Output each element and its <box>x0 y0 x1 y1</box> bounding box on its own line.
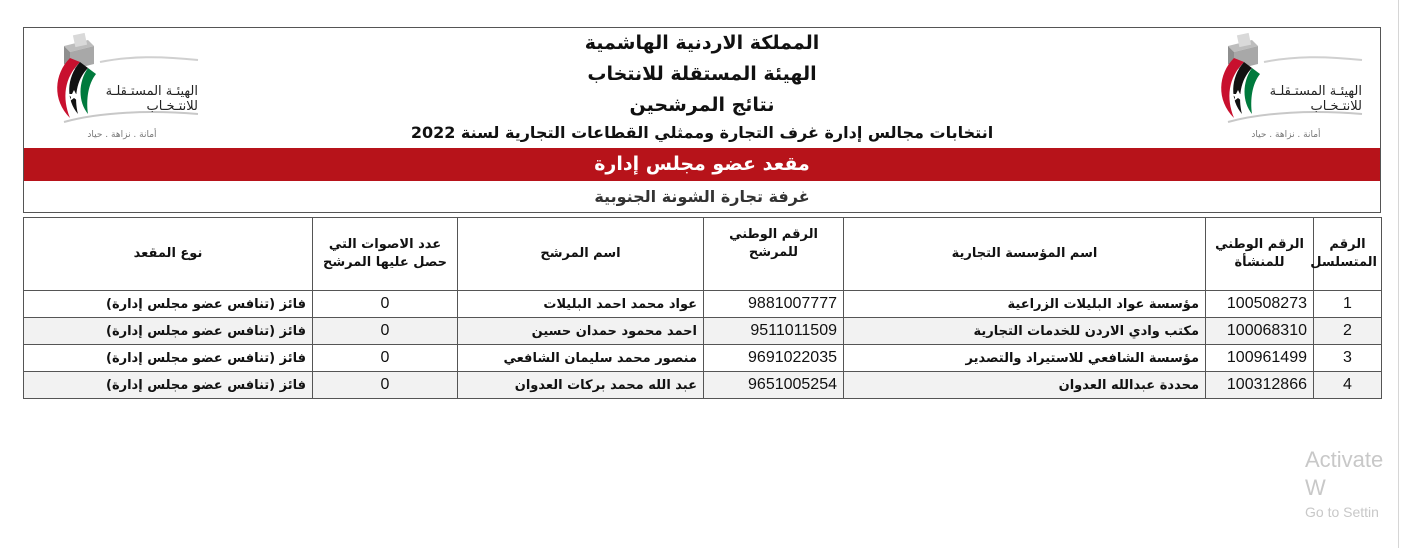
results-title: نتائج المرشحين <box>629 94 775 116</box>
org-national-id-cell: 100068310 <box>1206 318 1314 345</box>
votes-cell: 0 <box>313 318 458 345</box>
table-row <box>24 345 1382 372</box>
election-title: انتخابات مجالس إدارة غرف التجارة وممثلي القطاعات التجارية لسنة 2022 <box>410 123 994 142</box>
seat-banner: مقعد عضو مجلس إدارة <box>24 148 1380 181</box>
report-header <box>24 28 1380 148</box>
seat-type-cell: فائز (تنافس عضو مجلس إدارة) <box>24 318 313 345</box>
kingdom-title: المملكة الاردنية الهاشمية <box>584 32 820 54</box>
windows-activation-watermark <box>1305 446 1406 522</box>
candidate-national-id-cell: 9511011509 <box>704 318 844 345</box>
org-name-cell: مؤسسة الشافعي للاستيراد والتصدير <box>844 345 1206 372</box>
org-national-id-cell: 100961499 <box>1206 345 1314 372</box>
table-header-row <box>24 218 1382 291</box>
header-titles <box>304 28 1100 145</box>
org-name-cell: مكتب وادي الاردن للخدمات التجارية <box>844 318 1206 345</box>
table-row <box>24 291 1382 318</box>
org-national-id-cell: 100312866 <box>1206 372 1314 399</box>
col-header-candidate-national-id: الرقم الوطني للمرشح <box>704 218 844 291</box>
candidate-national-id-cell: 9881007777 <box>704 291 844 318</box>
candidate-name-cell: عواد محمد احمد البليلات <box>458 291 704 318</box>
col-header-votes: عدد الاصوات التي حصل عليها المرشح <box>313 218 458 291</box>
seat-type-cell: فائز (تنافس عضو مجلس إدارة) <box>24 372 313 399</box>
serial-cell: 1 <box>1314 291 1382 318</box>
votes-cell: 0 <box>313 345 458 372</box>
col-header-seat-type: نوع المقعد <box>24 218 313 291</box>
candidate-name-cell: احمد محمود حمدان حسين <box>458 318 704 345</box>
logo-name: الهيئـة المستـقلـة للانتـخـاب <box>105 84 198 114</box>
chamber-name: غرفة تجارة الشونة الجنوبية <box>594 187 810 206</box>
votes-cell: 0 <box>313 372 458 399</box>
iec-logo-left <box>40 32 200 144</box>
watermark-line-1: Activate W <box>1305 447 1384 500</box>
col-header-org-national-id: الرقم الوطني للمنشأة <box>1206 218 1314 291</box>
candidate-name-cell: منصور محمد سليمان الشافعي <box>458 345 704 372</box>
col-header-serial: الرقم المتسلسل <box>1314 218 1382 291</box>
logo-name: الهيئـة المستـقلـة للانتـخـاب <box>1269 84 1362 114</box>
serial-cell: 4 <box>1314 372 1382 399</box>
candidate-national-id-cell: 9651005254 <box>704 372 844 399</box>
commission-title: الهيئة المستقلة للانتخاب <box>587 63 817 85</box>
org-name-cell: مؤسسة عواد البليلات الزراعية <box>844 291 1206 318</box>
candidate-national-id-cell: 9691022035 <box>704 345 844 372</box>
candidate-name-cell: عبد الله محمد بركات العدوان <box>458 372 704 399</box>
votes-cell: 0 <box>313 291 458 318</box>
watermark-line-2: Go to Settin <box>1305 504 1379 520</box>
col-header-org-name: اسم المؤسسة التجارية <box>844 218 1206 291</box>
org-name-cell: محددة عبدالله العدوان <box>844 372 1206 399</box>
logo-slogan: أمانة . نزاهة . حياد <box>1251 130 1321 140</box>
table-row <box>24 318 1382 345</box>
col-header-candidate-name: اسم المرشح <box>458 218 704 291</box>
results-table <box>23 217 1382 399</box>
serial-cell: 3 <box>1314 345 1382 372</box>
seat-type-cell: فائز (تنافس عضو مجلس إدارة) <box>24 291 313 318</box>
table-row <box>24 372 1382 399</box>
org-national-id-cell: 100508273 <box>1206 291 1314 318</box>
logo-slogan: أمانة . نزاهة . حياد <box>87 130 157 140</box>
serial-cell: 2 <box>1314 318 1382 345</box>
iec-logo-right <box>1204 32 1364 144</box>
seat-type-cell: فائز (تنافس عضو مجلس إدارة) <box>24 345 313 372</box>
